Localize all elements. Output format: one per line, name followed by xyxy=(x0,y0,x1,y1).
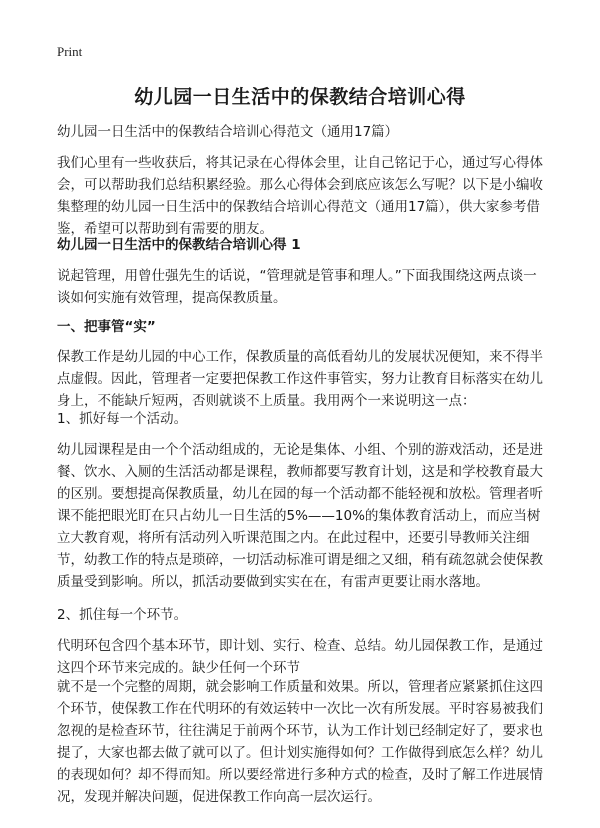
print-link[interactable]: Print xyxy=(57,44,83,59)
page-title: 幼儿园一日生活中的保教结合培训心得 xyxy=(134,86,466,108)
paragraph-2: 保教工作是幼儿园的中心工作，保教质量的高低看幼儿的发展状况便知，来不得半点虚假。因此，管理者一定要把保教工作这件事管实，努力让教育目标落实在幼儿身上，不能缺斤短两，否则就谈不上质量。我用两个一来说明这一点： xyxy=(57,349,543,409)
intro-paragraph: 我们心里有一些收获后，将其记录在心得体会里，让自己铭记于心，通过写心得体会，可以帮助我们总结积累经验。那么心得体会到底应该怎么写呢？以下是小编收集整理的幼儿园一日生活中的保教结合培训心得范文（通用17篇），供大家参考借鉴，希望可以帮助到有需要的朋友。 xyxy=(57,155,543,237)
section-heading-2: 一、把事管“实” xyxy=(57,319,156,335)
section-heading-1: 幼儿园一日生活中的保教结合培训心得 1 xyxy=(57,237,301,253)
paragraph-4: 代明环包含四个基本环节，即计划、实行、检查、总结。幼儿园保教工作，是通过这四个环节来完成的。缺少任何一个环节 xyxy=(57,638,543,676)
list-item-2: 2、抓住每一个环节。 xyxy=(57,607,188,623)
paragraph-3: 幼儿园课程是由一个个活动组成的，无论是集体、小组、个别的游戏活动，还是进餐、饮水、入厕的生活活动都是课程，教师都要写教育计划，这是和学校教育最大的区别。要想提高保教质量，幼儿在园的每一个活动都不能轻视和放松。管理者听课不能把眼光盯在只占幼儿一日生活的5%——10%的集体教育活动上，而应当树立大教育观，将所有活动列入听课范围之内。在此过程中，还要引导教师关注细节，幼教工作的特点是琐碎，一切活动标准可谓是细之又细，稍有疏忽就会使保教质量受到影响。所以，抓活动要做到实实在在，有雷声更要让雨水落地。 xyxy=(57,442,543,590)
subtitle: 幼儿园一日生活中的保教结合培训心得范文（通用17篇） xyxy=(57,124,399,140)
list-item-1: 1、抓好每一个活动。 xyxy=(57,411,188,427)
paragraph-1: 说起管理，用曾仕强先生的话说，“管理就是管事和理人。”下面我围绕这两点谈一谈如何实施有效管理，提高保教质量。 xyxy=(57,268,537,306)
paragraph-5: 就不是一个完整的周期，就会影响工作质量和效果。所以，管理者应紧紧抓住这四个环节，使保教工作在代明环的有效运转中一次比一次有所发展。平时容易被我们忽视的是检查环节，往往满足于前两个环节，认为工作计划已经制定好了，要求也提了，大家也都去做了就可以了。但计划实施得如何？工作做得到底怎么样？幼儿的表现如何？却不得而知。所以要经常进行多种方式的检查，及时了解工作进展情况，发现并解决问题，促进保教工作向高一层次运行。 xyxy=(57,679,543,805)
